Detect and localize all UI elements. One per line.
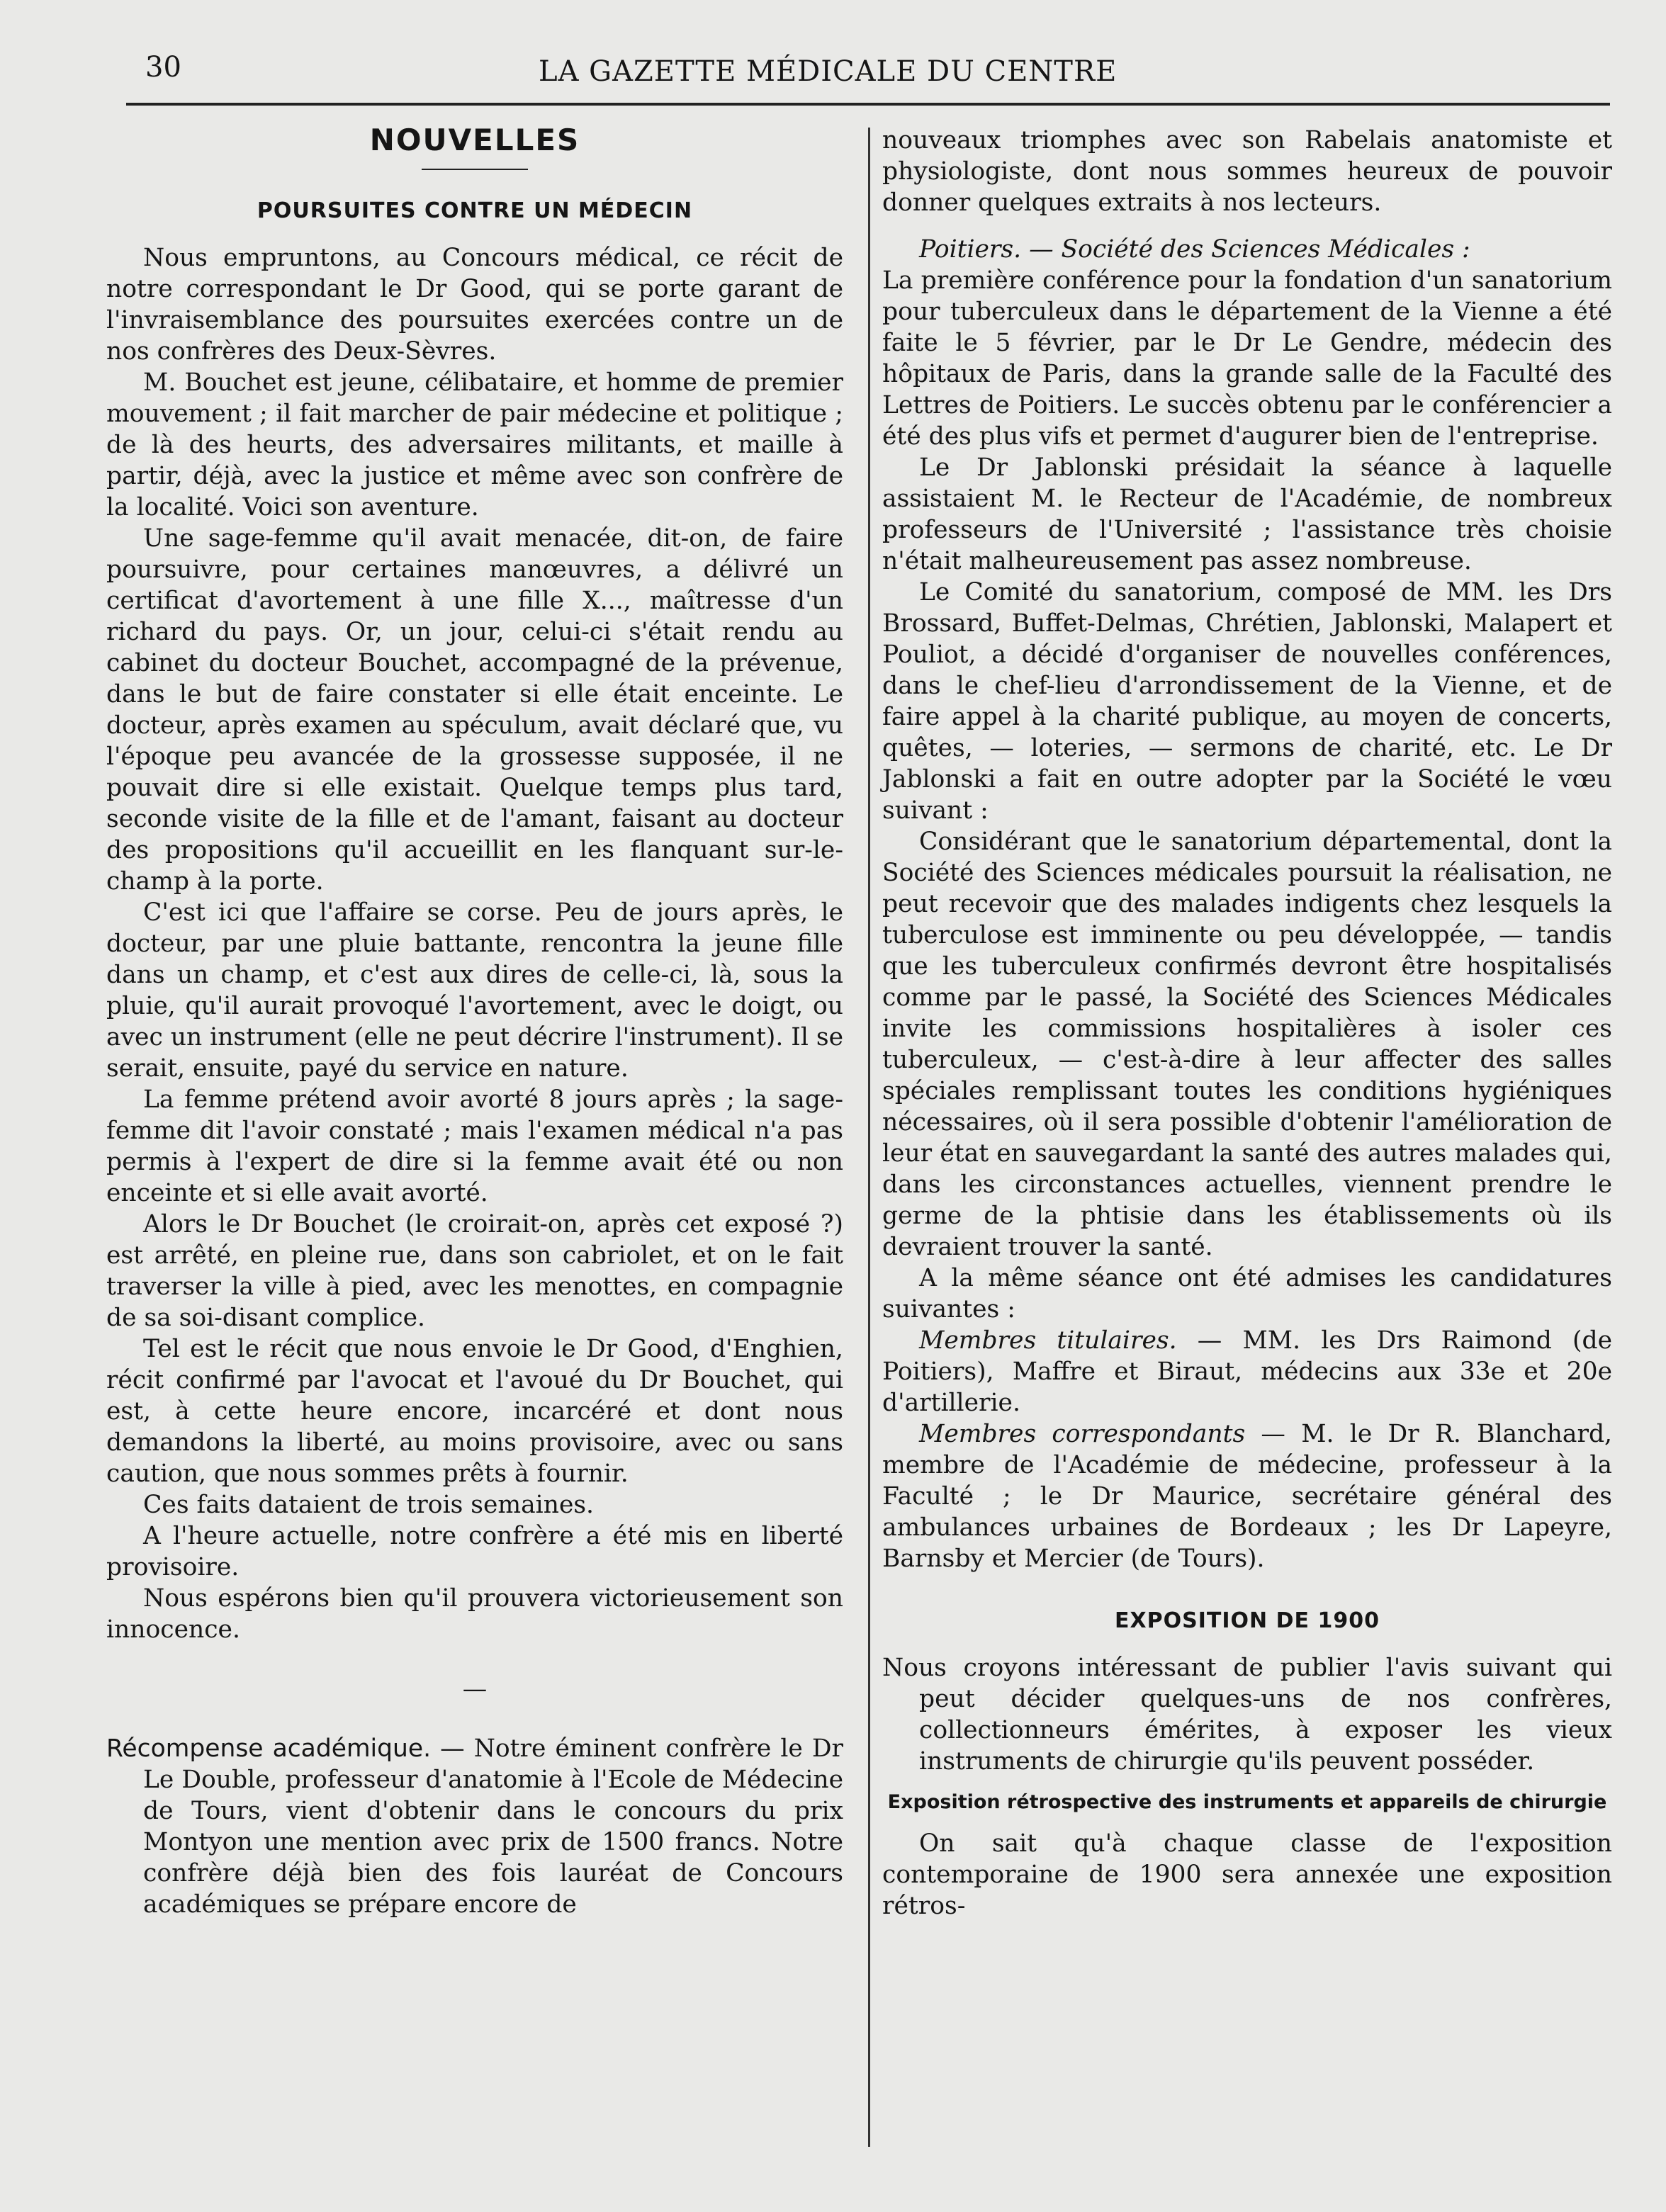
poitiers-heading <box>882 234 1612 265</box>
paragraph: On sait qu'à chaque classe de l'exposition contemporaine de 1900 sera annexée une exposition rétros- <box>882 1829 1612 1920</box>
separator: — <box>462 1675 488 1703</box>
paragraph: La première conférence pour la fondation d'un sanatorium pour tuberculeux dans le département de la Vienne a été faite le 5 février, par le Dr Le Gendre, médecin des hôpitaux de Paris, dans la grande salle de la Faculté des Lettres de Poitiers. Le succès obtenu par le conférencier a été des plus vifs et permet d'augurer bien de l'entreprise. <box>882 266 1612 451</box>
recompense-text: — Notre éminent confrère le Dr Le Double, professeur d'anatomie à l'Ecole de Médecine de Tours, vient d'obtenir dans le concours du prix Montyon une mention avec prix de 1500 francs. Notre confrère déjà bien des fois lauréat de Concours académiques se prépare encore de <box>143 1734 844 1919</box>
paragraph: Le Dr Jablonski présidait la séance à laquelle assistaient M. le Recteur de l'Académie, de nombreux professeurs de l'Université ; l'assistance très choisie n'était malheureusement pas assez nombreuse. <box>882 453 1612 575</box>
paragraph: Nous empruntons, au Concours médical, ce récit de notre correspondant le Dr Good, qui se porte garant de l'invraisemblance des poursuites exercées contre un de nos confrères des Deux-Sèvres. <box>106 244 843 366</box>
title-rule <box>422 169 528 170</box>
correspondants-text: — M. le Dr R. Blanchard, membre de l'Académie de médecine, professeur à la Faculté ; le Dr Maurice, secrétaire général des ambulances urbaines de Bordeaux ; les Dr Lapeyre, Barnsby et Mercier (de Tours). <box>882 1420 1612 1573</box>
exposition-subtitle: Exposition rétrospective des instruments et appareils de chirurgie <box>887 1791 1607 1813</box>
paragraph: Considérant que le sanatorium départemental, dont la Société des Sciences médicales poursuit la réalisation, ne peut recevoir que des malades indigents chez lesquels la tuberculose est imminente ou peu développée, — tandis que les tuberculeux confirmés devront être hospitalisés comme par le passé, la Société des Sciences Médicales invite les commissions hospitalières à isoler ces tuberculeux, — c'est-à-dire à leur affecter des salles spéciales remplissant toutes les conditions hygiéniques nécessaires, où il sera possible d'obtenir l'amélioration de leur état en sauvegardant la santé des autres malades qui, dans les circonstances actuelles, viennent prendre le germe de la phtisie dans les établissements où ils devraient trouver la santé. <box>882 828 1612 1261</box>
correspondants-lead: Membres correspondants <box>919 1420 1246 1448</box>
header-rule <box>126 103 1610 106</box>
paragraph: M. Bouchet est jeune, célibataire, et homme de premier mouvement ; il fait marcher de pair médecine et politique ; de là des heurts, des adversaires militants, et maille à partir, déjà, avec la justice et même avec son confrère de la localité. Voici son aventure. <box>106 368 843 521</box>
paragraph: C'est ici que l'affaire se corse. Peu de jours après, le docteur, par une pluie battante, rencontra la jeune fille dans un champ, et c'est aux dires de celle-ci, là, sous la pluie, qu'il aurait provoqué l'avortement, avec le doigt, ou avec un instrument (elle ne peut décrire l'instrument). Il se serait, ensuite, payé du service en nature. <box>106 898 844 1083</box>
titulaires-lead: Membres titulaires. <box>919 1326 1177 1355</box>
paragraph: Ces faits dataient de trois semaines. <box>143 1491 595 1519</box>
paragraph: A l'heure actuelle, notre confrère a été mis en liberté provisoire. <box>106 1522 843 1581</box>
paragraph: Nous croyons intéressant de publier l'avis suivant qui peut décider quelques-uns de nos confrères, collectionneurs émérites, à exposer les vieux instruments de chirurgie qu'ils peuvent posséder. <box>882 1654 1612 1776</box>
paragraph: Le Comité du sanatorium, composé de MM. les Drs Brossard, Buffet-Delmas, Chrétien, Jablonski, Malapert et Pouliot, a décidé d'organiser de nouvelles conférences, dans le chef-lieu d'arrondissement de la Vienne, et de faire appel à la charité publique, au moyen de concerts, quêtes, — loteries, — sermons de charité, etc. Le Dr Jablonski a fait en outre adopter par la Société le vœu suivant : <box>882 578 1612 825</box>
correspondants-paragraph <box>882 1418 1612 1574</box>
paragraph: Tel est le récit que nous envoie le Dr Good, d'Enghien, récit confirmé par l'avocat et l'avoué du Dr Bouchet, qui est, à cette heure encore, incarcéré et dont nous demandons la liberté, au moins provisoire, avec ou sans caution, que nous sommes prêts à fournir. <box>106 1335 843 1488</box>
right-column <box>882 125 1612 1922</box>
paragraph: A la même séance ont été admises les candidatures suivantes : <box>882 1264 1612 1324</box>
titulaires-text: — MM. les Drs Raimond (de Poitiers), Maffre et Biraut, médecins aux 33e et 20e d'artillerie. <box>882 1326 1612 1417</box>
paragraph: Une sage-femme qu'il avait menacée, dit-on, de faire poursuivre, pour certaines manœuvres, a délivré un certificat d'avortement à une fille X..., maîtresse d'un richard du pays. Or, un jour, celui-ci s'était rendu au cabinet du docteur Bouchet, accompagné de la prévenue, dans le but de faire constater si elle était enceinte. Le docteur, après examen au spéculum, avait déclaré que, vu l'époque peu avancée de la grossesse supposée, il ne pouvait dire si elle existait. Quelque temps plus tard, seconde visite de la fille et de l'amant, faisant au docteur des propositions qu'il accueillit en les flanquant sur-le-champ à la porte. <box>106 524 843 896</box>
left-column <box>106 125 843 1920</box>
paragraph: nouveaux triomphes avec son Rabelais anatomiste et physiologiste, dont nous sommes heureux de pouvoir donner quelques extraits à nos lecteurs. <box>882 126 1612 217</box>
page-number: 30 <box>145 51 181 84</box>
section-title: NOUVELLES <box>369 123 580 157</box>
exposition-title: EXPOSITION DE 1900 <box>1115 1608 1380 1633</box>
titulaires-paragraph <box>882 1325 1612 1418</box>
recompense-lead: Récompense académique. <box>106 1734 432 1763</box>
article-title: POURSUITES CONTRE UN MÉDECIN <box>257 198 693 223</box>
paragraph: Alors le Dr Bouchet (le croirait-on, après cet exposé ?) est arrêté, en pleine rue, dans son cabriolet, et on le fait traverser la ville à pied, avec les menottes, en compagnie de sa soi-disant complice. <box>106 1210 843 1332</box>
spacer <box>882 1574 1612 1606</box>
poitiers-lead: Poitiers. — Société des Sciences Médicales : <box>919 235 1470 264</box>
paragraph: Nous espérons bien qu'il prouvera victorieusement son innocence. <box>106 1584 843 1644</box>
journal-title: LA GAZETTE MÉDICALE DU CENTRE <box>539 55 1118 88</box>
recompense-paragraph <box>106 1733 843 1920</box>
column-divider <box>868 128 870 2147</box>
paragraph: La femme prétend avoir avorté 8 jours après ; la sage-femme dit l'avoir constaté ; mais l'examen médical n'a pas permis à l'expert de dire si la femme avait été ou non enceinte et si elle avait avorté. <box>106 1085 843 1207</box>
